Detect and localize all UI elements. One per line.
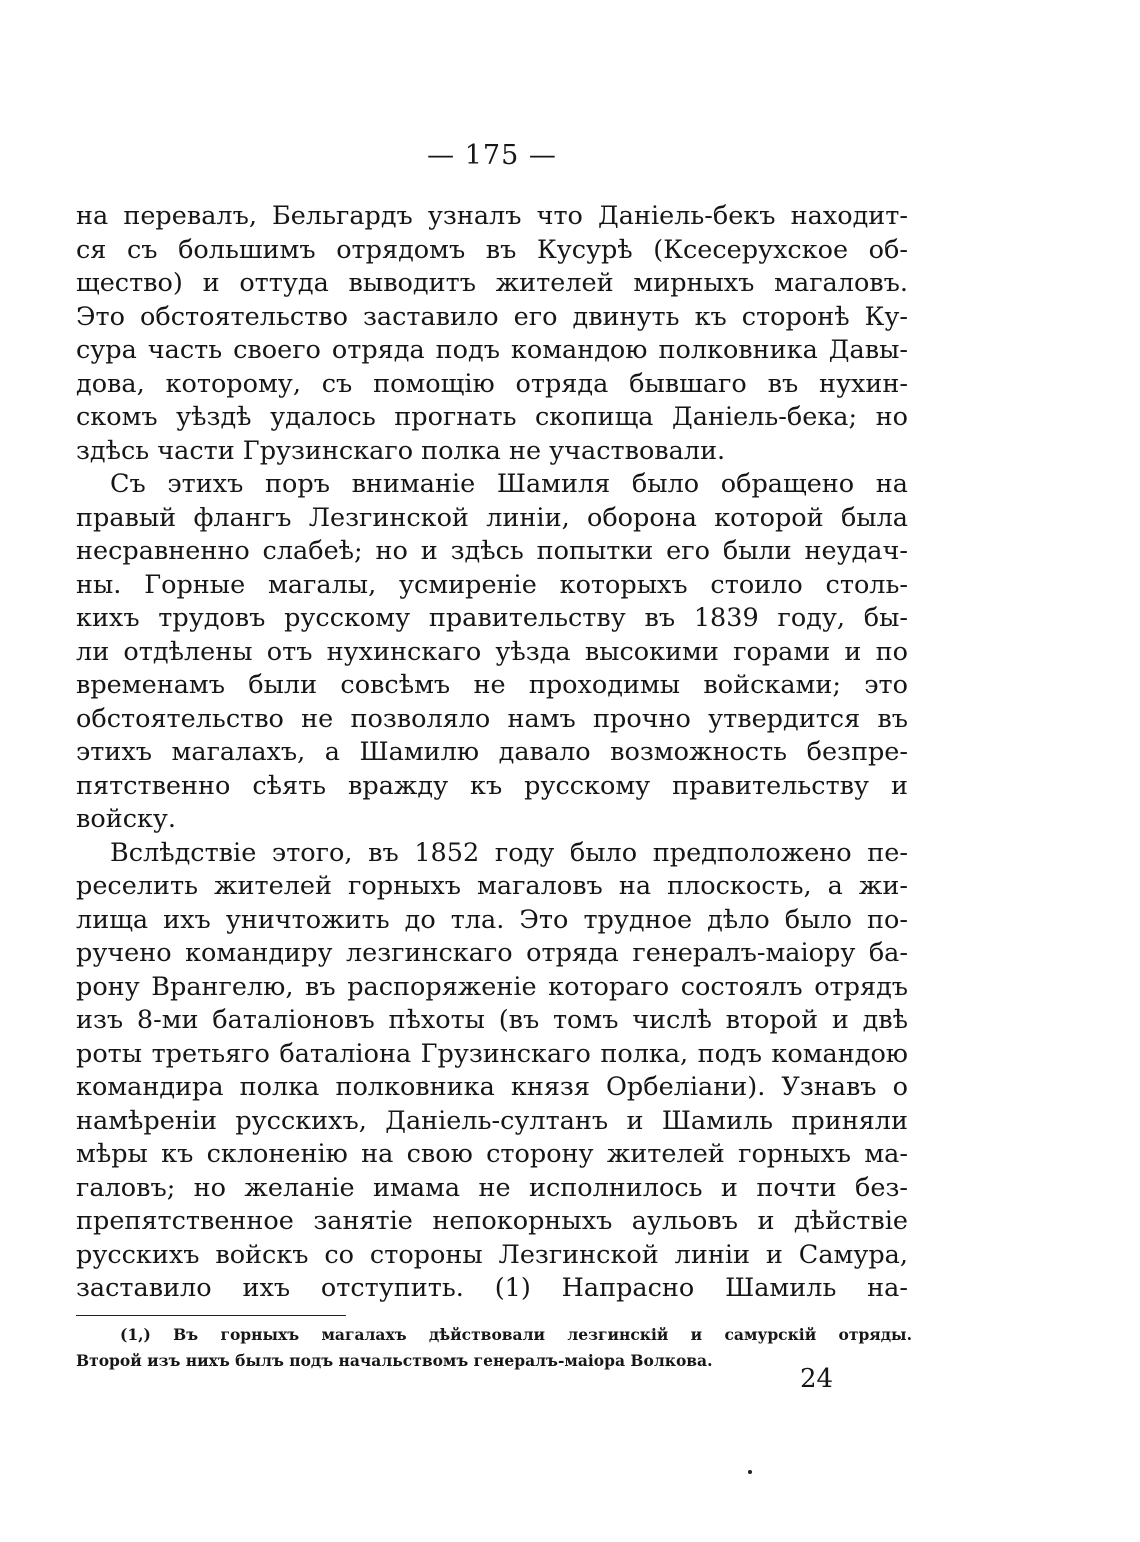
text-line: кихъ трудовъ русскому правительству въ 1839 году, бы-: [76, 603, 908, 633]
footnote-divider: [76, 1315, 346, 1316]
text-line: галовъ; но желаніе имама не исполнилось и почти без-: [76, 1172, 908, 1203]
text-line: роты третьяго баталіона Грузинскаго полка, подъ командою: [76, 1038, 908, 1069]
text-line: реселить жителей горныхъ магаловъ на плоскость, а жи-: [76, 871, 908, 901]
text-line: препятственное занятіе непокорныхъ аульовъ и дѣйствіе: [76, 1206, 908, 1236]
text-line: мѣры къ склоненію на свою сторону жителей горныхъ ма-: [76, 1139, 908, 1169]
text-line: лища ихъ уничтожить до тла. Это трудное дѣло было по-: [76, 904, 908, 935]
footnote-line: Второй изъ нихъ былъ подъ начальствомъ генералъ-маіора Волкова.: [76, 1351, 713, 1370]
signature-mark: 24: [800, 1364, 834, 1394]
text-line: правый флангъ Лезгинской линіи, оборона которой была: [76, 502, 908, 533]
text-line: намѣреніи русскихъ, Даніель-султанъ и Шамиль приняли: [76, 1105, 908, 1136]
paragraph-first-line: Съ этихъ поръ вниманіе Шамиля было обращено на: [110, 469, 908, 499]
text-line: войску.: [76, 804, 177, 834]
text-line: на перевалъ, Бельгардъ узналъ что Даніель-бекъ находит-: [76, 201, 908, 231]
text-line: обстоятельство не позволяло намъ прочно утвердится въ: [76, 703, 908, 734]
body-text: [76, 200, 908, 1306]
text-line: командира полка полковника князя Орбеліани). Узнавъ о: [76, 1072, 908, 1102]
footnotes: [76, 1322, 912, 1374]
text-line: заставило ихъ отступить. (1) Напрасно Шамиль на-: [76, 1273, 908, 1303]
text-line: ли отдѣлены отъ нухинскаго уѣзда высокими горами и по: [76, 636, 908, 667]
text-line: ся съ большимъ отрядомъ въ Кусурѣ (Ксесерухское об-: [76, 234, 908, 265]
text-line: изъ 8-ми баталіоновъ пѣхоты (въ томъ числѣ второй и двѣ: [76, 1005, 908, 1035]
ink-speck: [748, 1470, 752, 1474]
text-line: русскихъ войскъ со стороны Лезгинской линіи и Самура,: [76, 1239, 908, 1270]
text-line: дова, которому, съ помощію отряда бывшаго въ нухин-: [76, 368, 908, 399]
text-line: сура часть своего отряда подъ командою полковника Давы-: [76, 335, 908, 365]
page-number: — 175 —: [427, 140, 557, 171]
text-line: Это обстоятельство заставило его двинуть къ сторонѣ Ку-: [76, 301, 908, 332]
text-line: рону Врангелю, въ распоряженіе котораго состоялъ отрядъ: [76, 971, 908, 1002]
paragraph-first-line: Вслѣдствіе этого, въ 1852 году было предположено пе-: [110, 837, 908, 868]
text-line: этихъ магалахъ, а Шамилю давало возможность безпре-: [76, 737, 908, 767]
text-line: скомъ уѣздѣ удалось прогнать скопища Даніель-бека; но: [76, 402, 908, 432]
footnote-line: (1,) Въ горныхъ магалахъ дѣйствовали лезгинскій и самурскій отряды.: [120, 1325, 912, 1344]
text-line: ручено командиру лезгинскаго отряда генералъ-маіору ба-: [76, 938, 908, 968]
text-line: пятственно сѣять вражду къ русскому правительству и: [76, 770, 908, 801]
text-line: здѣсь части Грузинскаго полка не участвовали.: [76, 435, 726, 466]
text-line: ны. Горные магалы, усмиреніе которыхъ стоило столь-: [76, 569, 908, 600]
text-line: щество) и оттуда выводитъ жителей мирныхъ магаловъ.: [76, 268, 908, 298]
text-line: несравненно слабеѣ; но и здѣсь попытки его были неудач-: [76, 536, 908, 566]
text-line: временамъ были совсѣмъ не проходимы войсками; это: [76, 670, 908, 700]
